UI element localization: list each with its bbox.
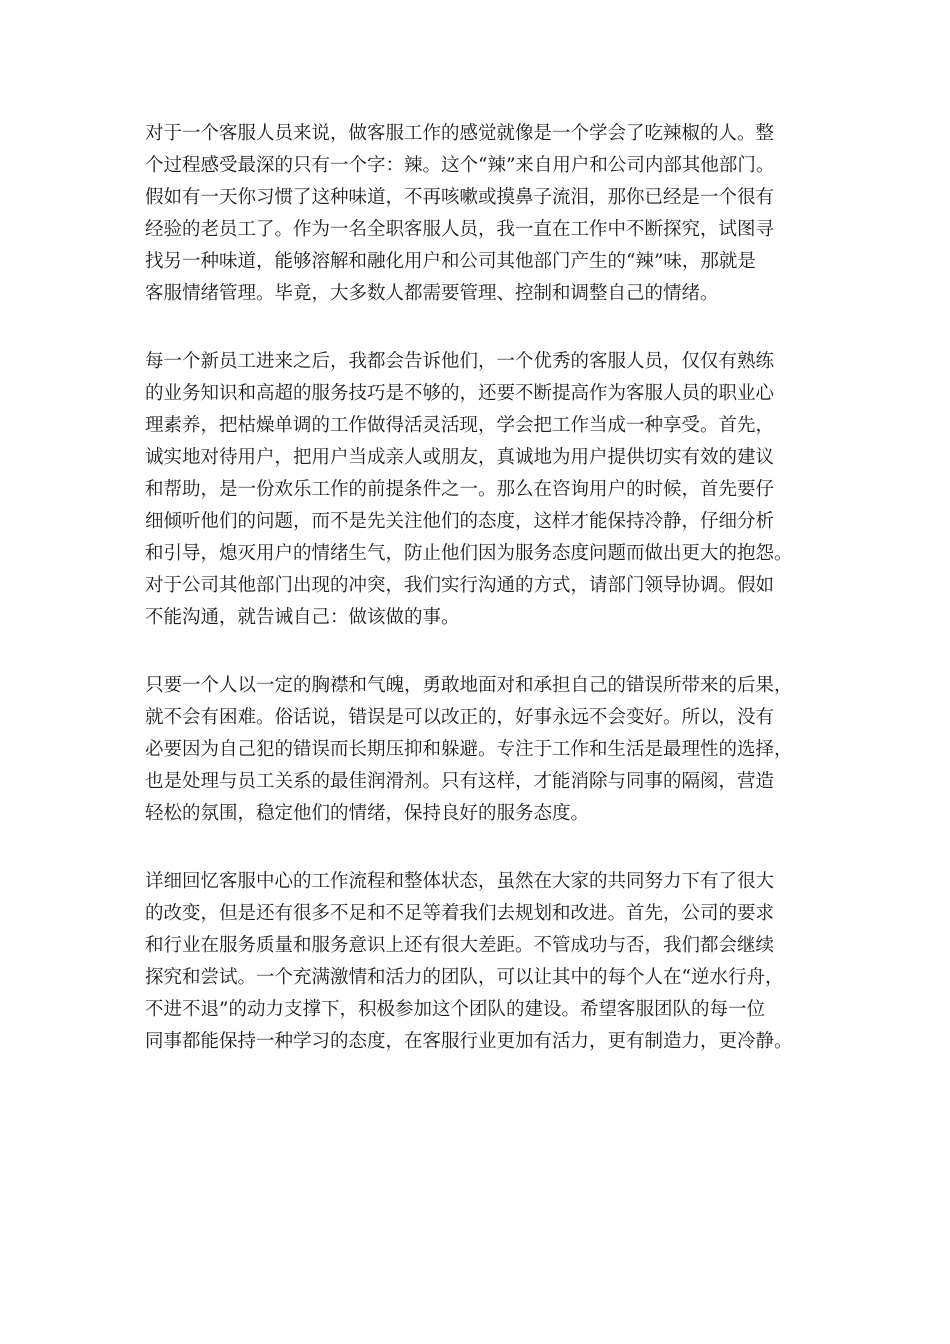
text-line: 同事都能保持一种学习的态度，在客服行业更加有活力，更有制造力，更冷静。: [145, 1031, 793, 1052]
text-line: 客服情绪管理。毕竟，大多数人都需要管理、控制和调整自己的情绪。: [145, 283, 719, 304]
text-line: 也是处理与员工关系的最佳润滑剂。只有这样，才能消除与同事的隔阂，营造: [145, 771, 775, 792]
text-line: 的改变，但是还有很多不足和不足等着我们去规划和改进。首先，公司的要求: [145, 903, 775, 924]
paragraph-1: [145, 118, 805, 310]
text-line: 和行业在服务质量和服务意识上还有很大差距。不管成功与否，我们都会继续: [145, 935, 775, 956]
text-line: 每一个新员工进来之后，我都会告诉他们，一个优秀的客服人员，仅仅有熟练: [145, 351, 775, 372]
text-line: 必要因为自己犯的错误而长期压抑和躲避。专注于工作和生活是最理性的选择，: [145, 739, 793, 760]
text-line: 轻松的氛围，稳定他们的情绪，保持良好的服务态度。: [145, 803, 590, 824]
text-line: 假如有一天你习惯了这种味道，不再咳嗽或摸鼻子流泪，那你已经是一个很有: [145, 187, 775, 208]
paragraph-2: [145, 346, 805, 634]
text-line: 只要一个人以一定的胸襟和气魄，勇敢地面对和承担自己的错误所带来的后果，: [145, 675, 793, 696]
paragraph-4: [145, 866, 805, 1058]
text-line: 不能沟通，就告诫自己：做该做的事。: [145, 607, 460, 628]
text-line: 和引导，熄灭用户的情绪生气，防止他们因为服务态度问题而做出更大的抱怨。: [145, 543, 793, 564]
text-line: 的业务知识和高超的服务技巧是不够的，还要不断提高作为客服人员的职业心: [145, 383, 775, 404]
text-line: 对于一个客服人员来说，做客服工作的感觉就像是一个学会了吃辣椒的人。整: [145, 123, 775, 144]
document-body: [145, 118, 805, 1094]
text-line: 详细回忆客服中心的工作流程和整体状态，虽然在大家的共同努力下有了很大: [145, 871, 775, 892]
text-line: 对于公司其他部门出现的冲突，我们实行沟通的方式，请部门领导协调。假如: [145, 575, 775, 596]
text-line: 找另一种味道，能够溶解和融化用户和公司其他部门产生的“辣”味，那就是: [145, 251, 756, 272]
paragraph-3: [145, 670, 805, 830]
text-line: 诚实地对待用户，把用户当成亲人或朋友，真诚地为用户提供切实有效的建议: [145, 447, 775, 468]
text-line: 就不会有困难。俗话说，错误是可以改正的，好事永远不会变好。所以，没有: [145, 707, 775, 728]
text-line: 探究和尝试。一个充满激情和活力的团队，可以让其中的每个人在“逆水行舟，: [145, 967, 784, 988]
text-line: 经验的老员工了。作为一名全职客服人员，我一直在工作中不断探究，试图寻: [145, 219, 775, 240]
text-line: 理素养，把枯燥单调的工作做得活灵活现，学会把工作当成一种享受。首先，: [145, 415, 775, 436]
text-line: 个过程感受最深的只有一个字：辣。这个“辣”来自用户和公司内部其他部门。: [145, 155, 775, 176]
text-line: 细倾听他们的问题，而不是先关注他们的态度，这样才能保持冷静，仔细分析: [145, 511, 775, 532]
text-line: 和帮助，是一份欢乐工作的前提条件之一。那么在咨询用户的时候，首先要仔: [145, 479, 775, 500]
text-line: 不进不退”的动力支撑下，积极参加这个团队的建设。希望客服团队的每一位: [145, 999, 765, 1020]
